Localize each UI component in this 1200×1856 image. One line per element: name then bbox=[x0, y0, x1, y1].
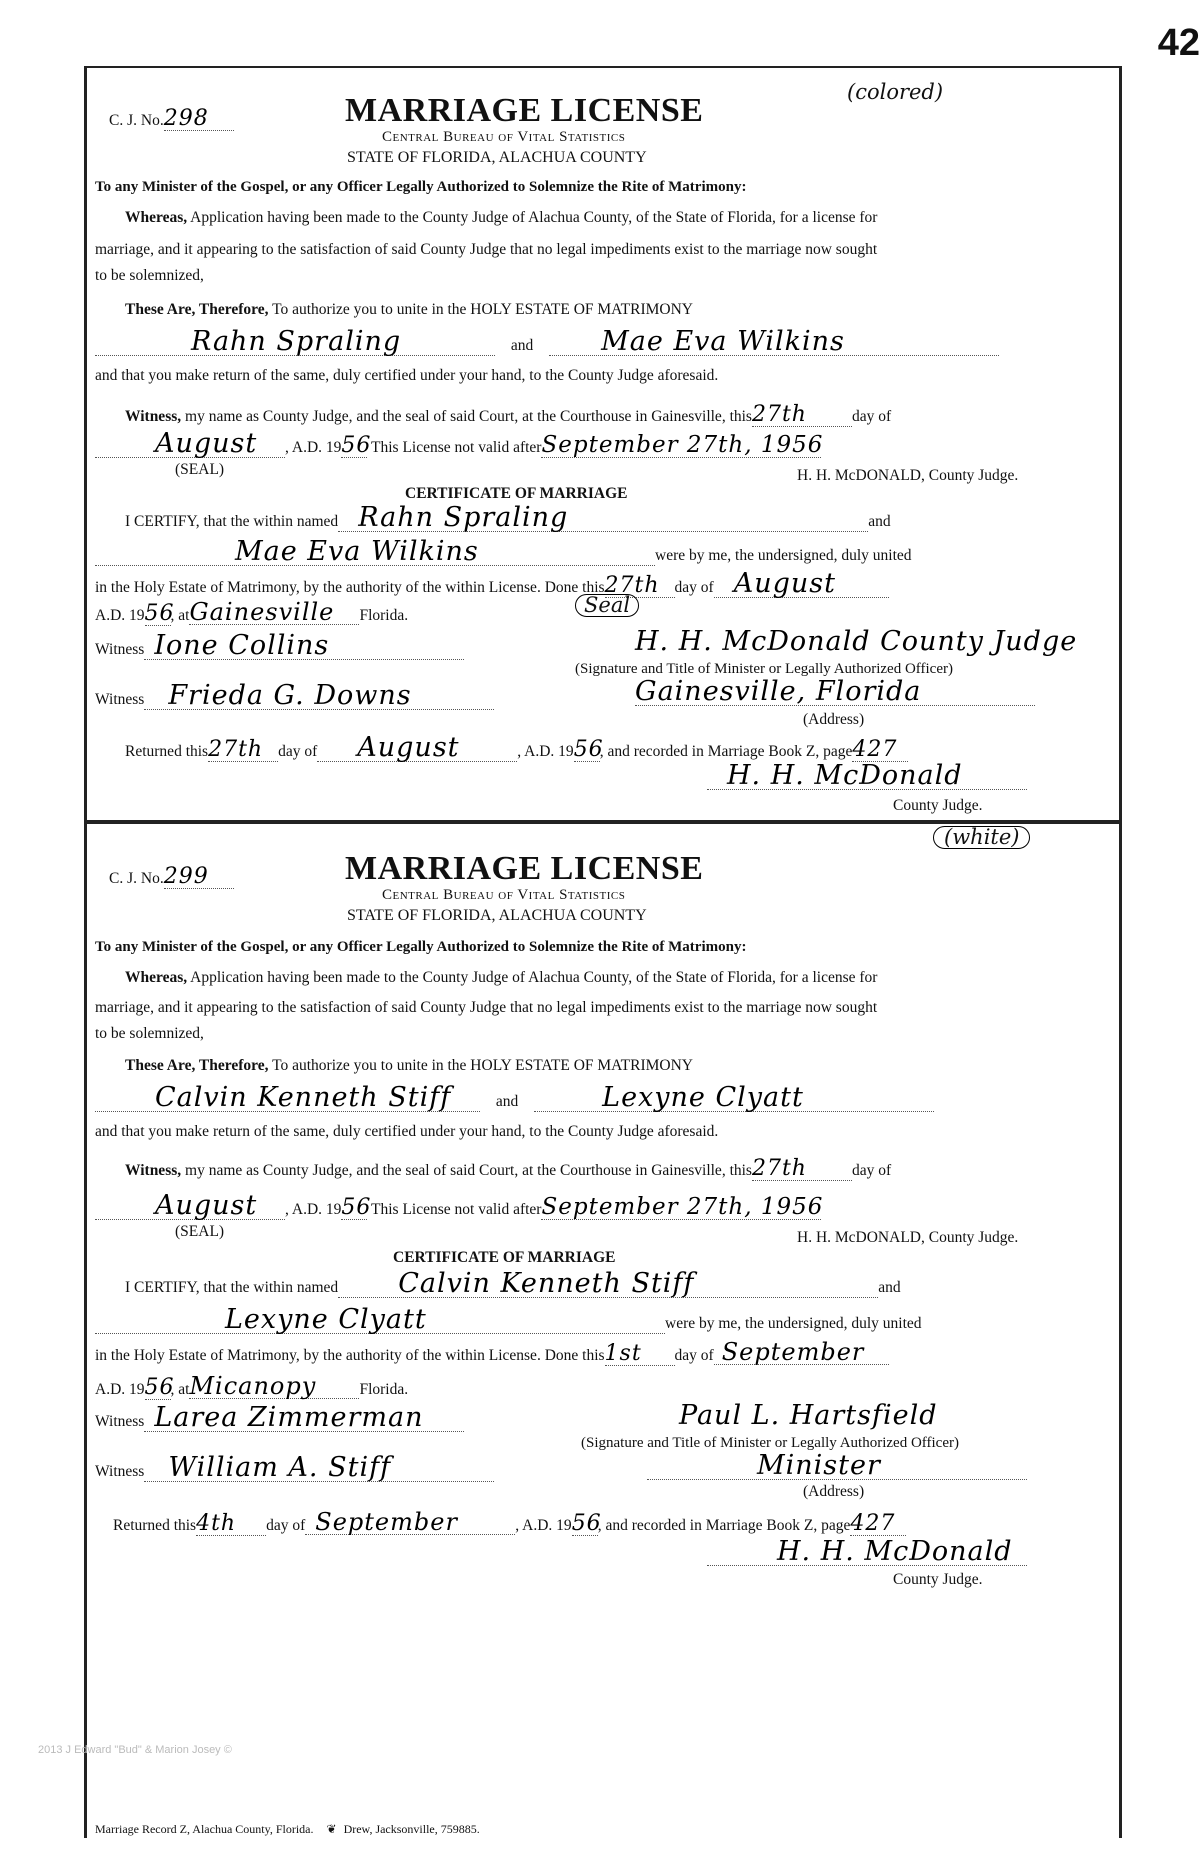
witness-1-line: Witness Ione Collins bbox=[95, 632, 464, 660]
issue-date-line: August , A.D. 1956 This License not valid afterSeptember 27th, 1956 bbox=[95, 1192, 821, 1220]
these-are-line: These Are, Therefore, To authorize you to unite in the HOLY ESTATE OF MATRIMONY bbox=[125, 1057, 693, 1074]
seal-label: (SEAL) bbox=[175, 1223, 225, 1240]
returned-year: 56 bbox=[573, 737, 604, 762]
witness-line: Witness, my name as County Judge, and the seal of said Court, at the Courthouse in Gainesville, this27th day of bbox=[125, 1156, 892, 1181]
record-text: Marriage Record Z, Alachua County, Florida. bbox=[95, 1822, 314, 1836]
whereas-line-1: Whereas, Application having been made to the County Judge of Alachua County, of the State of Florida, for a license for bbox=[125, 969, 878, 986]
groom-name: Calvin Kenneth Stiff bbox=[95, 1084, 480, 1112]
returned-day: 27th bbox=[208, 739, 278, 762]
bureau-line: Central Bureau of Vital Statistics bbox=[382, 129, 626, 145]
certificate-title: CERTIFICATE OF MARRIAGE bbox=[405, 485, 628, 502]
page-recorded: 427 bbox=[850, 1513, 906, 1536]
issue-date-line: August , A.D. 1956 This License not valid afterSeptember 27th, 1956 bbox=[95, 430, 821, 458]
issue-year: 56 bbox=[341, 1195, 372, 1220]
bride-name: Lexyne Clyatt bbox=[534, 1084, 934, 1112]
officiant-signature: Paul L. Hartsfield bbox=[679, 1400, 938, 1431]
license-note: (colored) bbox=[847, 80, 944, 104]
return-line: and that you make return of the same, duly certified under your hand, to the County Judge aforesaid. bbox=[95, 1123, 719, 1140]
done-place-line: A.D. 1956, atGainesville Florida. bbox=[95, 598, 409, 626]
whereas-line-3: to be solemnized, bbox=[95, 1025, 204, 1042]
cert-bride-line: Mae Eva Wilkins were by me, the undersigned, duly united bbox=[95, 538, 912, 566]
page-recorded: 427 bbox=[852, 739, 908, 762]
officiant-signature: H. H. McDonald County Judge bbox=[635, 626, 1078, 657]
valid-until: September 27th, 1956 bbox=[541, 432, 824, 458]
done-month: September bbox=[714, 1340, 889, 1365]
state-line: STATE OF FLORIDA, ALACHUA COUNTY bbox=[347, 907, 647, 924]
judge-signature: H. H. McDonald bbox=[707, 762, 1027, 790]
bride-name: Mae Eva Wilkins bbox=[549, 328, 999, 356]
cj-number: 298 bbox=[164, 108, 234, 131]
cj-number-row: C. J. No.299 bbox=[109, 866, 234, 889]
license-note: (white) bbox=[933, 826, 1030, 849]
returned-line: Returned this4th day of September , A.D. 1956, and recorded in Marriage Book Z, page427 bbox=[113, 1510, 906, 1536]
witness-2: William A. Stiff bbox=[144, 1454, 494, 1482]
cert-groom: Rahn Spraling bbox=[338, 504, 868, 532]
issue-month: August bbox=[95, 1192, 285, 1220]
cj-number: 299 bbox=[164, 866, 234, 889]
printer-mark-icon: ❦ bbox=[326, 1822, 337, 1836]
whereas-line-2: marriage, and it appearing to the satisfaction of said County Judge that no legal impediments exist to the marriage now sought bbox=[95, 241, 878, 258]
whereas-line-2: marriage, and it appearing to the satisfaction of said County Judge that no legal impediments exist to the marriage now sought bbox=[95, 999, 878, 1016]
returned-month: September bbox=[305, 1510, 515, 1535]
witness-2-line: Witness William A. Stiff bbox=[95, 1454, 494, 1482]
groom-name: Rahn Spraling bbox=[95, 328, 495, 356]
footer-line bbox=[95, 1822, 480, 1837]
these-are-line: These Are, Therefore, To authorize you to unite in the HOLY ESTATE OF MATRIMONY bbox=[125, 301, 693, 318]
certify-line: I CERTIFY, that the within named Rahn Spraling and bbox=[125, 502, 891, 533]
whereas-line-1: Whereas, Application having been made to the County Judge of Alachua County, of the State of Florida, for a license for bbox=[125, 209, 878, 226]
returned-month: August bbox=[317, 734, 517, 762]
couple-line: Rahn Spraling and Mae Eva Wilkins bbox=[95, 328, 999, 356]
holy-estate-line: in the Holy Estate of Matrimony, by the authority of the within License. Done this1st day of September bbox=[95, 1340, 889, 1366]
whereas-line-3: to be solemnized, bbox=[95, 267, 204, 284]
judge-line: H. H. McDONALD, County Judge. bbox=[797, 467, 1019, 484]
returned-line: Returned this27th day of August , A.D. 1956, and recorded in Marriage Book Z, page427 bbox=[125, 734, 908, 762]
page-number: 42 bbox=[1157, 22, 1200, 64]
issue-day: 27th bbox=[752, 404, 852, 427]
cert-groom: Calvin Kenneth Stiff bbox=[338, 1270, 878, 1298]
certificate-title: CERTIFICATE OF MARRIAGE bbox=[393, 1249, 616, 1266]
address-line: To any Minister of the Gospel, or any Officer Legally Authorized to Solemnize the Rite of Matrimony: bbox=[95, 179, 747, 195]
judge-line: H. H. McDONALD, County Judge. bbox=[797, 1229, 1019, 1246]
witness-1-line: Witness Larea Zimmerman bbox=[95, 1404, 464, 1432]
seal-mark: Seal bbox=[575, 594, 639, 617]
done-place: Micanopy bbox=[189, 1374, 359, 1399]
license-title: MARRIAGE LICENSE bbox=[345, 92, 704, 129]
done-year: 56 bbox=[144, 601, 175, 626]
witness-2: Frieda G. Downs bbox=[144, 682, 494, 710]
done-place-line: A.D. 1956, atMicanopy Florida. bbox=[95, 1372, 409, 1400]
done-place: Gainesville bbox=[189, 600, 359, 625]
license-divider bbox=[87, 820, 1119, 824]
witness-1: Larea Zimmerman bbox=[144, 1404, 464, 1432]
address-caption: (Address) bbox=[803, 711, 865, 728]
license-title: MARRIAGE LICENSE bbox=[345, 850, 704, 887]
watermark: 2013 J Edward "Bud" & Marion Josey © bbox=[38, 1744, 232, 1756]
address-caption: (Address) bbox=[803, 1483, 865, 1500]
done-day: 1st bbox=[605, 1343, 675, 1366]
state-line: STATE OF FLORIDA, ALACHUA COUNTY bbox=[347, 149, 647, 166]
issue-month: August bbox=[95, 430, 285, 458]
cert-bride: Lexyne Clyatt bbox=[95, 1306, 665, 1334]
done-month: August bbox=[714, 570, 889, 598]
cj-number-row: C. J. No.298 bbox=[109, 108, 234, 131]
couple-line: Calvin Kenneth Stiff and Lexyne Clyatt bbox=[95, 1084, 934, 1112]
done-day: 27th bbox=[605, 575, 675, 598]
valid-until: September 27th, 1956 bbox=[541, 1194, 824, 1220]
witness-line: Witness, my name as County Judge, and the seal of said Court, at the Courthouse in Gainesville, this27th day of bbox=[125, 402, 892, 427]
return-line: and that you make return of the same, duly certified under your hand, to the County Judge aforesaid. bbox=[95, 367, 719, 384]
seal-label: (SEAL) bbox=[175, 461, 225, 478]
returned-day: 4th bbox=[196, 1513, 266, 1536]
cert-bride: Mae Eva Wilkins bbox=[95, 538, 655, 566]
cert-bride-line: Lexyne Clyatt were by me, the undersigned, duly united bbox=[95, 1306, 922, 1334]
witness-1: Ione Collins bbox=[144, 632, 464, 660]
holy-estate-line: in the Holy Estate of Matrimony, by the authority of the within License. Done this27th day of August bbox=[95, 570, 889, 598]
address-line: To any Minister of the Gospel, or any Officer Legally Authorized to Solemnize the Rite of Matrimony: bbox=[95, 939, 747, 955]
witness-2-line: Witness Frieda G. Downs bbox=[95, 682, 494, 710]
issue-year: 56 bbox=[341, 433, 372, 458]
bureau-line: Central Bureau of Vital Statistics bbox=[382, 887, 626, 903]
certify-line: I CERTIFY, that the within named Calvin Kenneth Stiff and bbox=[125, 1268, 901, 1299]
signature-caption: (Signature and Title of Minister or Legally Authorized Officer) bbox=[575, 661, 953, 677]
county-judge-caption: County Judge. bbox=[893, 1571, 983, 1588]
issue-day: 27th bbox=[752, 1158, 852, 1181]
officiant-address: Gainesville, Florida bbox=[635, 678, 1035, 706]
officiant-address: Minister bbox=[647, 1452, 1027, 1480]
printer-text: Drew, Jacksonville, 759885. bbox=[343, 1822, 480, 1836]
done-year: 56 bbox=[144, 1375, 175, 1400]
returned-year: 56 bbox=[571, 1511, 602, 1536]
judge-signature: H. H. McDonald bbox=[707, 1538, 1027, 1566]
county-judge-caption: County Judge. bbox=[893, 797, 983, 814]
document-frame bbox=[84, 66, 1122, 1838]
signature-caption: (Signature and Title of Minister or Legally Authorized Officer) bbox=[581, 1435, 959, 1451]
